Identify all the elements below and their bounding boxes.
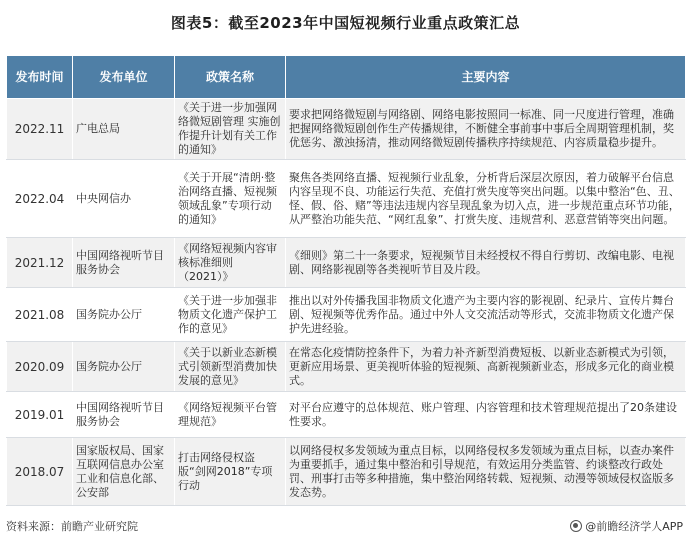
header-unit: 发布单位 (73, 56, 175, 99)
table-row (7, 238, 686, 288)
source-note: 资料来源：前瞻产业研究院 (6, 520, 138, 533)
row-policy: 打击网络侵权盗版“剑网2018”专项行动 (175, 438, 286, 506)
table-row (7, 438, 686, 506)
row-unit: 中国网络视听节目服务协会 (73, 392, 175, 438)
table-row (7, 160, 686, 238)
row-content: 对平台应遵守的总体规范、账户管理、内容管理和技术管理规范提出了20条建设性要求。 (286, 392, 686, 438)
row-content: 《细则》第二十一条要求，短视频节目未经授权不得自行剪切、改编电影、电视剧、网络影视剧等各类视听节目及片段。 (286, 238, 686, 288)
row-content: 要求把网络微短剧与网络剧、网络电影按照同一标准、同一尺度进行管理，准确把握网络微短剧创作生产传播规律，不断健全事前事中事后全周期管理机制，奖优惩劣、激浊扬清，推动网络微短剧传播秩序持续规范、内容质量稳步提升。 (286, 99, 686, 160)
row-date: 2022.11 (7, 99, 73, 160)
row-date: 2020.09 (7, 342, 73, 392)
row-unit: 广电总局 (73, 99, 175, 160)
row-date: 2022.04 (7, 160, 73, 238)
table-row (7, 288, 686, 342)
row-policy: 《网络短视频平台管理规范》 (175, 392, 286, 438)
brand-credit (570, 518, 683, 534)
row-unit: 中央网信办 (73, 160, 175, 238)
row-content: 在常态化疫情防控条件下，为着力补齐新型消费短板、以新业态新模式为引领，更新应用场景、更美视听体验的短视频、高新视频新业态，形成多元化的商业模式。 (286, 342, 686, 392)
table-row (7, 99, 686, 160)
row-date: 2021.12 (7, 238, 73, 288)
row-unit: 国家版权局、国家互联网信息办公室工业和信息化部、公安部 (73, 438, 175, 506)
row-policy: 《关于开展“清朗·整治网络直播、短视频领域乱象”专项行动的通知》 (175, 160, 286, 238)
table-row (7, 392, 686, 438)
table-row (7, 342, 686, 392)
header-policy: 政策名称 (175, 56, 286, 99)
brand-logo-icon (570, 520, 582, 532)
row-content: 聚焦各类网络直播、短视频行业乱象，分析背后深层次原因，着力破解平台信息内容呈现不良、功能运行失范、充值打赏失度等突出问题。以集中整治“色、丑、怪、假、俗、赌”等违法违规内容呈现乱象为切入点，进一步规范重点环节功能，从严整治功能失范、“网红乱象”、打赏失度、违规营利、恶意营销等突出问题。 (286, 160, 686, 238)
header-content: 主要内容 (286, 56, 686, 99)
policy-table (6, 55, 686, 506)
row-content: 推出以对外传播我国非物质文化遗产为主要内容的影视剧、纪录片、宣传片舞台剧、短视频等优秀作品。通过中外人文交流活动等形式，交流非物质文化遗产保护先进经验。 (286, 288, 686, 342)
row-unit: 中国网络视听节目服务协会 (73, 238, 175, 288)
brand-label: @前瞻经济学人APP (585, 520, 683, 533)
row-policy: 《关于进一步加强非物质文化遗产保护工作的意见》 (175, 288, 286, 342)
row-policy: 《关于进一步加强网络微短剧管理 实施创作提升计划有关工作的通知》 (175, 99, 286, 160)
row-unit: 国务院办公厅 (73, 288, 175, 342)
row-content: 以网络侵权多发领域为重点目标，以网络侵权多发领域为重点目标，以查办案件为重要抓手，通过集中整治和引导规范，有效运用分类监管、约谈整改行政处罚、刑事打击等多种措施，集中整治网络转载、短视频、动漫等领域侵权盗版多发态势。 (286, 438, 686, 506)
row-policy: 《网络短视频内容审核标准细则（2021）》 (175, 238, 286, 288)
header-date: 发布时间 (7, 56, 73, 99)
chart-title: 图表5：截至2023年中国短视频行业重点政策汇总 (170, 14, 521, 32)
row-date: 2019.01 (7, 392, 73, 438)
row-unit: 国务院办公厅 (73, 342, 175, 392)
table-header-row (7, 56, 686, 99)
row-date: 2021.08 (7, 288, 73, 342)
row-date: 2018.07 (7, 438, 73, 506)
row-policy: 《关于以新业态新模式引领新型消费加快发展的意见》 (175, 342, 286, 392)
